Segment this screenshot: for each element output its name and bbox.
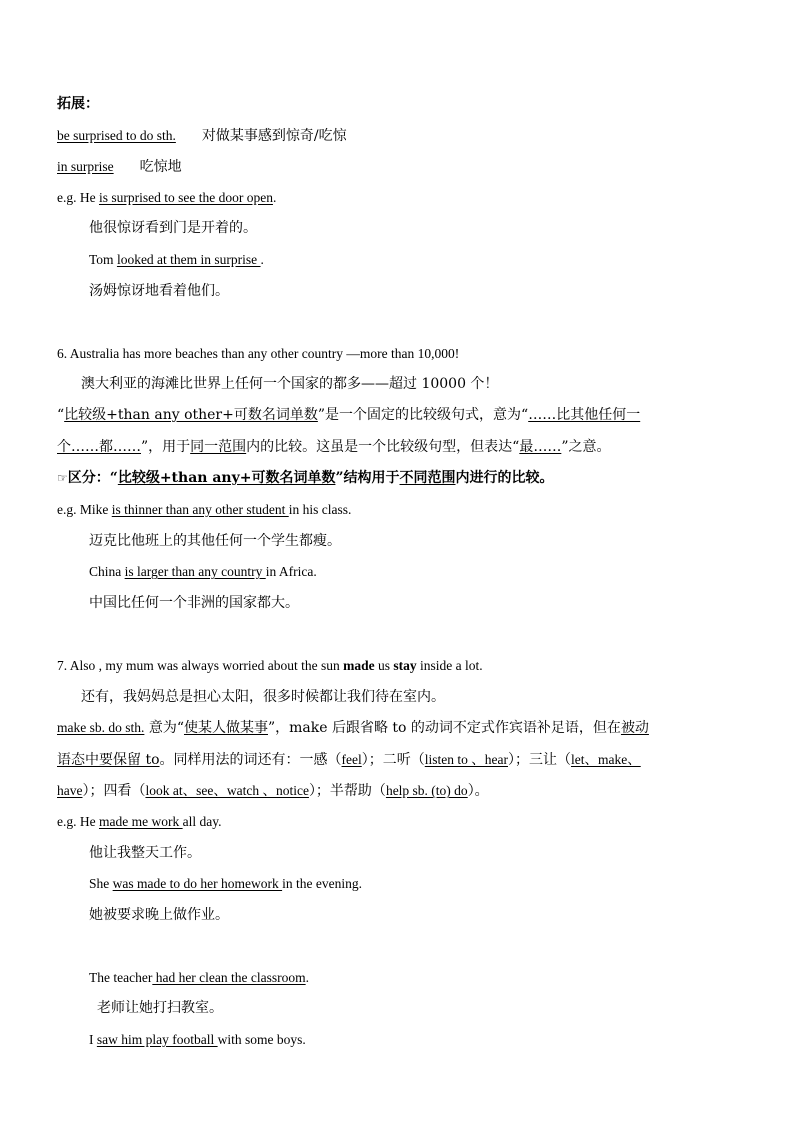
example-suffix: in his class. [288, 502, 352, 517]
note-text: 区分：“ [67, 470, 118, 486]
example-prefix: e.g. Mike [57, 502, 112, 517]
superlative-underlined: 最…… [519, 439, 562, 455]
example-suffix: . [260, 252, 264, 267]
note-text: 内进行的比较。 [455, 470, 554, 486]
explanation-text: 内的比较。这虽是一个比较级句型，但表达“ [246, 439, 520, 455]
explanation-6-line-1 [57, 406, 640, 424]
verb-underlined: look at、see、watch 、notice [145, 783, 309, 798]
note-text: ”结构用于 [335, 470, 400, 486]
pattern-underlined: make sb. do sth. [57, 720, 145, 735]
sentence-7 [57, 657, 483, 675]
example-prefix: e.g. He [57, 814, 99, 829]
example-line [89, 1031, 306, 1049]
passive-underlined: 被动 [620, 720, 649, 736]
verb-underlined: have [57, 783, 83, 798]
example-line [89, 251, 264, 269]
quote: “ [57, 407, 65, 423]
example-prefix: I [89, 1032, 97, 1047]
extension-heading: 拓展： [57, 96, 99, 112]
explanation-text: ”之意。 [561, 439, 611, 455]
verb-underlined: help sb. (to) do [385, 783, 468, 798]
example-underlined: saw him play football [96, 1032, 218, 1047]
example-suffix: all day. [182, 814, 222, 829]
phrase-en: be surprised to do sth. [57, 128, 176, 143]
example-line [89, 563, 317, 581]
phrase-zh: 对做某事感到惊奇/吃惊 [201, 128, 347, 144]
pointing-hand-icon: ☞ [57, 471, 68, 485]
example-underlined: is larger than any country [124, 564, 266, 579]
passive-underlined: 语态中要保留 to [57, 752, 160, 768]
example-translation: 他让我整天工作。 [89, 845, 201, 861]
phrase-zh: 吃惊地 [139, 159, 182, 175]
meaning-underlined: 个……都…… [57, 439, 141, 455]
example-underlined: was made to do her homework [112, 876, 283, 891]
phrase-line-1 [57, 127, 347, 145]
phrase-line-2 [57, 158, 182, 176]
explanation-text: ）；三让（ [507, 752, 571, 768]
explanation-text: 。同样用法的词还有：一感（ [159, 752, 342, 768]
sentence-text: inside a lot. [416, 658, 483, 673]
explanation-text: ）；二听（ [361, 752, 425, 768]
example-prefix: The teacher [89, 970, 153, 985]
sentence-text: us [374, 658, 394, 673]
example-prefix: China [89, 564, 125, 579]
example-translation: 老师让她打扫教室。 [97, 1000, 223, 1016]
example-line [57, 501, 351, 519]
meaning-underlined: ……比其他任何一 [528, 407, 641, 423]
example-line [89, 875, 362, 893]
example-prefix: e.g. He [57, 190, 99, 205]
explanation-text: 意为“ [144, 720, 184, 736]
pattern-underlined: 比较级+than any other+可数名词单数 [64, 407, 318, 423]
bold-word: stay [393, 658, 417, 673]
example-translation: 迈克比他班上的其他任何一个学生都瘦。 [89, 533, 341, 549]
note-pattern-underlined: 比较级+than any+可数名词单数 [117, 470, 336, 486]
example-suffix: with some boys. [217, 1032, 306, 1047]
sentence-6: 6. Australia has more beaches than any other country —more than 10,000! [57, 346, 460, 361]
explanation-text: ”，make 后跟省略 to 的动词不定式作宾语补足语，但在 [267, 720, 621, 736]
explanation-7-line-2 [57, 751, 641, 769]
example-line [57, 189, 276, 207]
example-line [89, 969, 309, 987]
example-suffix: . [305, 970, 310, 985]
scope-underlined: 同一范围 [190, 439, 247, 455]
explanation-7-line-3 [57, 782, 489, 800]
example-line [57, 813, 221, 831]
example-translation: 汤姆惊讶地看着他们。 [89, 283, 229, 299]
explanation-6-line-2 [57, 438, 611, 456]
meaning-underlined: 使某人做某事 [183, 720, 268, 736]
example-underlined: looked at them in surprise [116, 252, 261, 267]
example-suffix: in Africa. [265, 564, 317, 579]
example-suffix: in the evening. [282, 876, 362, 891]
verb-underlined: feel [341, 752, 362, 767]
explanation-text: ）；半帮助（ [308, 783, 386, 799]
example-suffix: . [272, 190, 277, 205]
verb-underlined: let、make、 [570, 752, 641, 767]
distinction-note [57, 469, 554, 487]
explanation-text: ）。 [467, 783, 489, 799]
example-underlined: had her clean the classroom [152, 970, 306, 985]
explanation-text: ”，用于 [141, 439, 191, 455]
bold-word: made [343, 658, 375, 673]
note-scope-underlined: 不同范围 [399, 470, 456, 486]
example-underlined: made me work [98, 814, 183, 829]
sentence-text: 7. Also , my mum was always worried about the sun [57, 658, 344, 673]
explanation-text: ”是一个固定的比较级句式，意为“ [317, 407, 529, 423]
explanation-7-line-1 [57, 719, 649, 737]
example-underlined: is thinner than any other student [111, 502, 289, 517]
example-translation: 他很惊讶看到门是开着的。 [89, 220, 257, 236]
sentence-7-translation: 还有，我妈妈总是担心太阳，很多时候都让我们待在室内。 [81, 689, 445, 705]
example-translation: 她被要求晚上做作业。 [89, 907, 229, 923]
verb-underlined: listen to 、hear [424, 752, 508, 767]
example-prefix: Tom [89, 252, 117, 267]
example-translation: 中国比任何一个非洲的国家都大。 [89, 595, 299, 611]
sentence-6-translation: 澳大利亚的海滩比世界上任何一个国家的都多——超过 10000 个！ [81, 376, 499, 392]
phrase-en: in surprise [57, 159, 114, 174]
explanation-text: ）；四看（ [82, 783, 146, 799]
example-underlined: is surprised to see the door open [98, 190, 273, 205]
example-prefix: She [89, 876, 113, 891]
